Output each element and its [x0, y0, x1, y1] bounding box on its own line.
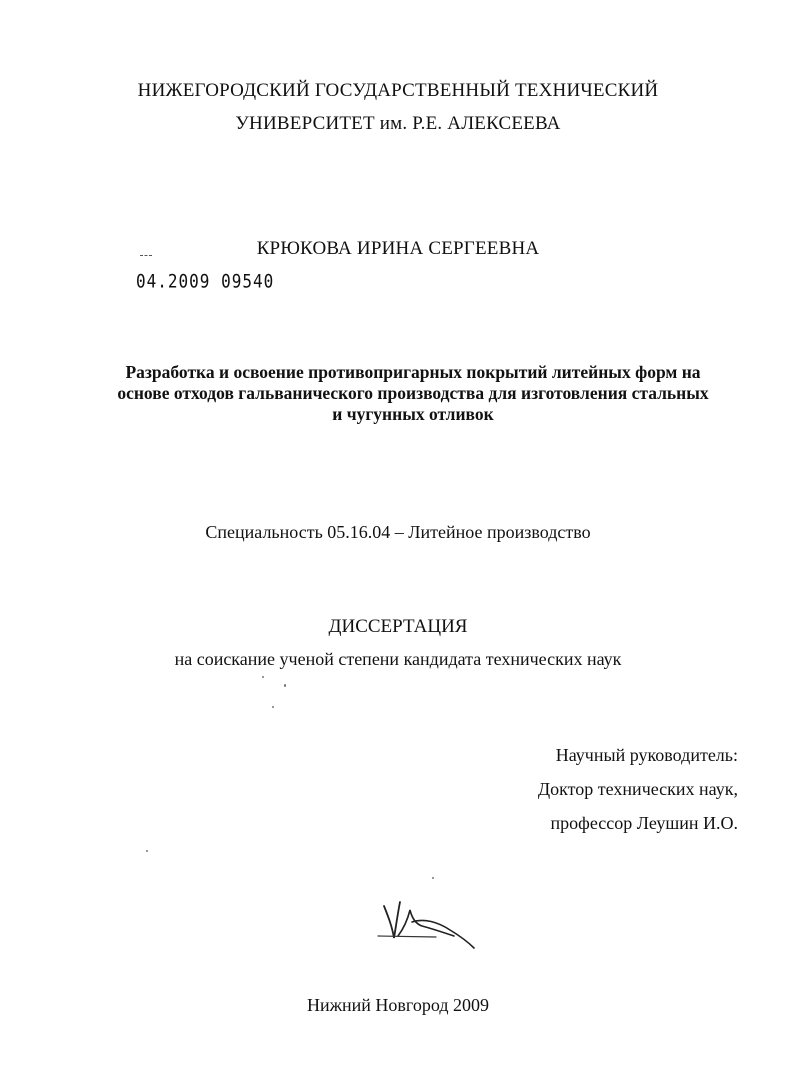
city-year: Нижний Новгород 2009 — [306, 995, 490, 1015]
scan-speck — [272, 706, 274, 708]
document-type: ДИССЕРТАЦИЯ — [328, 616, 468, 637]
registration-stamp: 04.2009 09540 — [136, 270, 275, 292]
scan-speck — [146, 850, 148, 852]
degree-statement: на соискание ученой степени кандидата технических наук — [174, 649, 622, 669]
title-line1: Разработка и освоение противопригарных покрытий литейных форм на — [125, 362, 701, 382]
university-name-line1: НИЖЕГОРОДСКИЙ ГОСУДАРСТВЕННЫЙ ТЕХНИЧЕСКИЙ — [137, 80, 659, 101]
scan-speck — [262, 676, 264, 678]
stamp-mark — [140, 255, 152, 258]
university-name-line2: УНИВЕРСИТЕТ им. Р.Е. АЛЕКСЕЕВА — [235, 113, 561, 134]
supervisor-name: профессор Леушин И.О. — [550, 813, 738, 833]
author-name: КРЮКОВА ИРИНА СЕРГЕЕВНА — [256, 238, 540, 259]
scan-speck — [432, 877, 434, 879]
handwritten-signature — [376, 896, 486, 952]
dissertation-title — [80, 362, 746, 425]
title-line2: основе отходов гальванического производства для изготовления стальных — [117, 383, 709, 403]
specialty: Специальность 05.16.04 – Литейное производство — [205, 522, 591, 542]
supervisor-block — [538, 738, 738, 840]
supervisor-degree: Доктор технических наук, — [537, 779, 738, 799]
title-line3: и чугунных отливок — [332, 404, 494, 424]
supervisor-label: Научный руководитель: — [555, 745, 738, 765]
scan-speck — [284, 684, 286, 687]
